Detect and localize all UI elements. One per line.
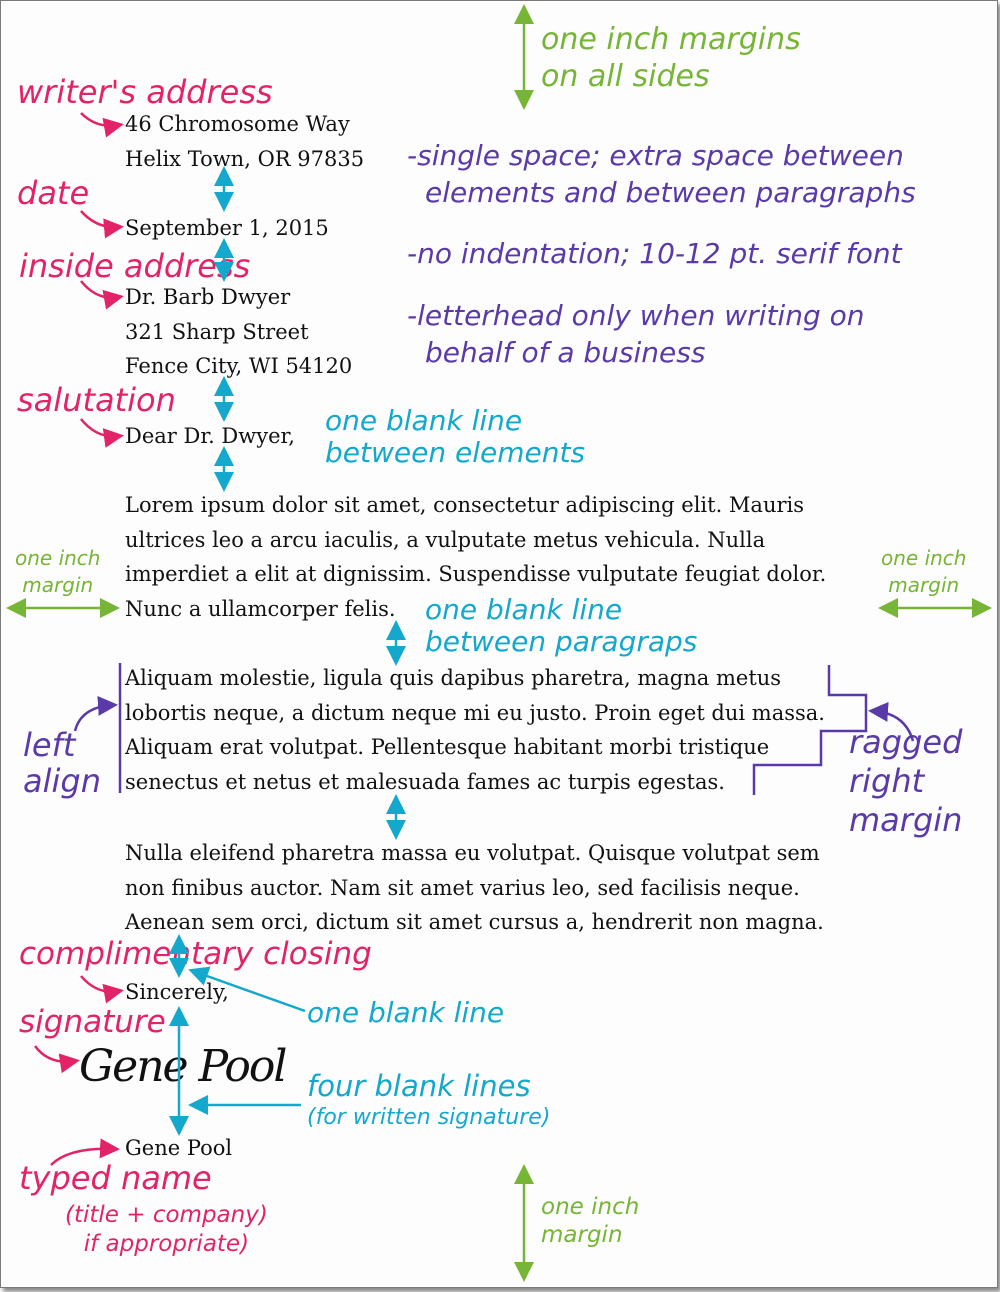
note-one-blank-line: one blank line bbox=[307, 996, 505, 1029]
note-line: -letterhead only when writing on bbox=[407, 299, 865, 332]
note-line: ragged bbox=[849, 723, 963, 761]
letter-date: September 1, 2015 bbox=[125, 216, 329, 240]
note-line: one inch bbox=[881, 546, 967, 570]
label-complimentary-closing: complimentary closing bbox=[19, 936, 372, 972]
paragraph-line: non finibus auctor. Nam sit amet varius leo, sed facilisis neque. bbox=[125, 875, 800, 900]
pointer-salutation bbox=[81, 419, 119, 436]
paragraph-line: senectus et netus et malesuada fames ac turpis egestas. bbox=[125, 769, 725, 794]
paragraph-line: ultrices leo a arcu iaculis, a vulputate metus vehicula. Nulla bbox=[125, 527, 766, 552]
label-date: date bbox=[17, 174, 90, 212]
label-signature: signature bbox=[19, 1004, 166, 1040]
paragraph-line: Aenean sem orci, dictum sit amet cursus a, hendrerit non magna. bbox=[125, 910, 824, 934]
note-line: align bbox=[23, 762, 101, 800]
note-line: one blank line bbox=[425, 593, 623, 626]
pointer-left-align bbox=[75, 705, 113, 731]
complimentary-closing: Sincerely, bbox=[125, 980, 229, 1004]
note-line: margin bbox=[849, 801, 963, 839]
note-line: margin bbox=[888, 573, 960, 597]
note-line: -single space; extra space between bbox=[407, 139, 904, 172]
label-typed-name: typed name bbox=[19, 1159, 212, 1197]
paragraph-line: Aliquam erat volutpat. Pellentesque habitant morbi tristique bbox=[125, 735, 770, 759]
note-line: margin bbox=[541, 1222, 623, 1248]
address-line: 321 Sharp Street bbox=[125, 319, 309, 344]
note-line: between elements bbox=[325, 436, 586, 469]
paragraph-line: Lorem ipsum dolor sit amet, consectetur adipiscing elit. Mauris bbox=[125, 493, 805, 517]
pointer-one-blank-line bbox=[193, 971, 305, 1011]
label-salutation: salutation bbox=[17, 381, 176, 419]
note-line: one inch bbox=[541, 1194, 640, 1220]
address-line: Helix Town, OR 97835 bbox=[125, 146, 365, 171]
annotation-arrows bbox=[1, 1, 997, 1287]
note-line: on all sides bbox=[541, 59, 710, 94]
salutation: Dear Dr. Dwyer, bbox=[125, 424, 295, 448]
note-line: left bbox=[23, 726, 76, 764]
paragraph-line: Aliquam molestie, ligula quis dapibus pharetra, magna metus bbox=[125, 666, 782, 690]
note-four-blank-lines-detail: (for written signature) bbox=[307, 1105, 551, 1130]
address-line: Fence City, WI 54120 bbox=[125, 354, 353, 378]
address-line: 46 Chromosome Way bbox=[125, 112, 350, 136]
note-line: -no indentation; 10-12 pt. serif font bbox=[407, 237, 902, 270]
pointer-ragged-right bbox=[873, 711, 913, 741]
address-line: Dr. Barb Dwyer bbox=[125, 285, 291, 309]
note-four-blank-lines: four blank lines bbox=[307, 1069, 531, 1103]
pointer-signature bbox=[35, 1046, 75, 1062]
note-line: if appropriate) bbox=[83, 1231, 250, 1257]
label-inside-address: inside address bbox=[19, 247, 251, 285]
note-line: elements and between paragraphs bbox=[425, 176, 916, 209]
note-line: margin bbox=[22, 573, 94, 597]
pointer-date bbox=[81, 211, 119, 227]
note-line: between paragraps bbox=[425, 625, 698, 658]
handwritten-signature: Gene Pool bbox=[79, 1041, 286, 1092]
paragraph-line: Nunc a ullamcorper felis. bbox=[125, 596, 396, 621]
label-writers-address: writer's address bbox=[17, 73, 273, 111]
note-line: one inch bbox=[15, 546, 101, 570]
note-line: right bbox=[849, 762, 925, 800]
paragraph-line: Nulla eleifend pharetra massa eu volutpat. Quisque volutpat sem bbox=[125, 841, 820, 865]
paragraph-line: imperdiet a elit at dignissim. Suspendisse vulputate feugiat dolor. bbox=[125, 562, 827, 586]
note-line: one inch margins bbox=[541, 22, 801, 57]
paragraph-line: lobortis neque, a dictum neque mi eu justo. Proin eget dui massa. bbox=[125, 700, 825, 725]
note-line: one blank line bbox=[325, 404, 523, 437]
ragged-right-outline bbox=[754, 665, 866, 795]
pointer-closing bbox=[81, 976, 119, 992]
typed-name: Gene Pool bbox=[125, 1136, 233, 1160]
pointer-typed-name bbox=[51, 1149, 115, 1165]
pointer-inside-address bbox=[81, 281, 119, 298]
note-line: (title + company) bbox=[65, 1202, 268, 1228]
note-line: behalf of a business bbox=[425, 336, 706, 369]
pointer-writers-address bbox=[81, 113, 119, 126]
